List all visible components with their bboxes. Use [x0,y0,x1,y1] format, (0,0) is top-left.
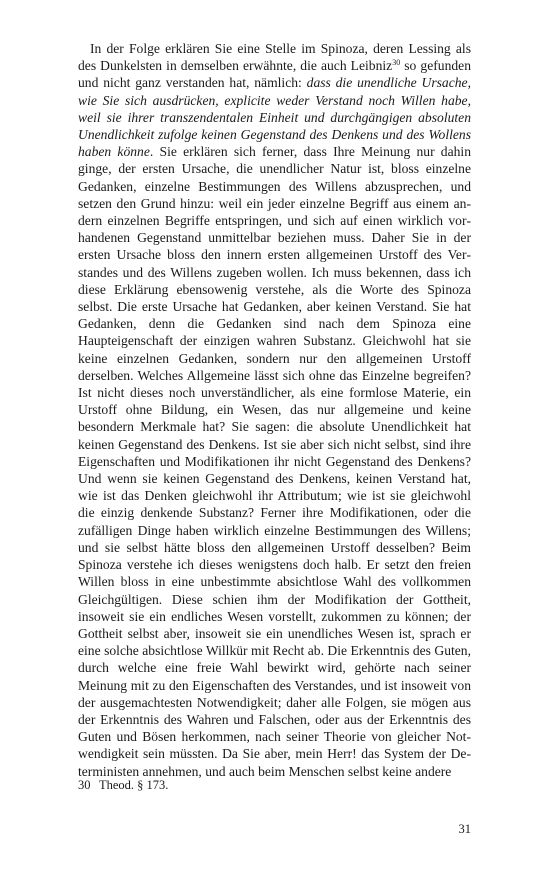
body-paragraph [78,40,471,780]
body-text-part-3: . Sie erklären sich ferner, dass Ihre Meinung nur dahin ginge, der ersten Ursache, die unendlicher Natur ist, bloss einzelne Gedanken, einzelne Bestimmungen des Willens abzusprechen, und setzen den Grund hinzu: weil ein jeder einzelne Begriff aus einem andern einzelnen Begriffe entspringen, und sich auf einen wirklich vorhandenen Gegenstand unmittelbar beziehen muss. Daher Sie in der ersten Ursache bloss den innern ersten allgemeinen Urstoff des Verstandes und des Willens zugeben wollen. Ich muss bekennen, dass ich diese Erklärung ebensowenig verstehe, als die Worte des Spinoza selbst. Die erste Ursache hat Gedanken, aber keinen Verstand. Sie hat Gedanken, denn die Gedanken sind nach dem Spinoza eine Haupteigenschaft der einzigen wahren Substanz. Gleichwohl hat sie keine einzelnen Gedanken, sondern nur den allgemeinen Urstoff derselben. Welches Allgemeine lässt sich ohne das Einzelne begreifen? Ist nicht dieses noch unverständlicher, als eine formlose Materie, ein Urstoff ohne Bildung, ein Wesen, das nur allgemeine und keine besondern Merkmale hat? Sie sagen: die absolute Unendlichkeit hat keinen Gegenstand des Denkens. Ist sie aber sich nicht selbst, sind ihre Eigenschaften und Modifikationen ihr nicht Gegenstand des Denkens? Und wenn sie keinen Gegenstand des Denkens, keinen Verstand hat, wie ist das Denken gleichwohl ihr Attributum; wie ist sie gleichwohl die einzig denkende Substanz? Ferner ihre Modifikationen, oder die zufälligen Dinge haben wirklich einzelne Bestimmungen des Willens; und sie selbst hätte bloss den allgemeinen Urstoff desselben? Beim Spinoza verstehe ich dieses wenigstens doch halb. Er setzt den freien Willen bloss in eine unbestimmte absichtlose Wahl des vollkommen Gleichgültigen. Diese schien ihm der Modifikation der Gottheit, insoweit sie ein endliches Wesen vorstellt, zukommen zu können; der Gottheit selbst aber, insoweit sie ein unendliches Wesen ist, sprach er eine solche absichtlose Willkür mit Recht ab. Die Erkenntnis des Guten, durch welche eine freie Wahl bewirkt wird, gehörte nach seiner Meinung mit zu den Eigenschaften des Verstandes, und ist insoweit von der ausgemachtesten Notwendigkeit; daher alle Folgen, sie mögen aus der Erkenntnis des Wahren und Falschen, oder aus der Erkenntnis des Guten und Bösen herkommen, nach seiner Theorie von gleicher Notwendigkeit sein müssten. Da Sie aber, mein Herr! das System der Deterministen annehmen, und auch beim Menschen selbst keine andere [78,144,472,779]
footnote-text: Theod. § 173. [99,778,169,792]
footnote-number: 30 [78,778,91,792]
main-text [78,40,471,780]
footnote-reference: 30 [392,58,401,68]
italic-quote: dass die unendliche Ursache, wie Sie sich ausdrücken, explicite weder Verstand noch Willen habe, weil sie ihrer transzendentalen Einheit und durchgängigen absoluten Unendlichkeit zufolge keinen Gegenstand des Denkens und des Wollens haben könne [78,75,471,160]
body-text-part-1: In der Folge erklären Sie eine Stelle im Spinoza, deren Lessing als des Dunkelsten in demselben erwähnte, die auch Leibniz [78,41,471,74]
page-number: 31 [458,822,471,836]
footnote [78,778,471,793]
body-text-part-2: so gefunden und nicht ganz verstanden hat, nämlich: [78,58,471,91]
